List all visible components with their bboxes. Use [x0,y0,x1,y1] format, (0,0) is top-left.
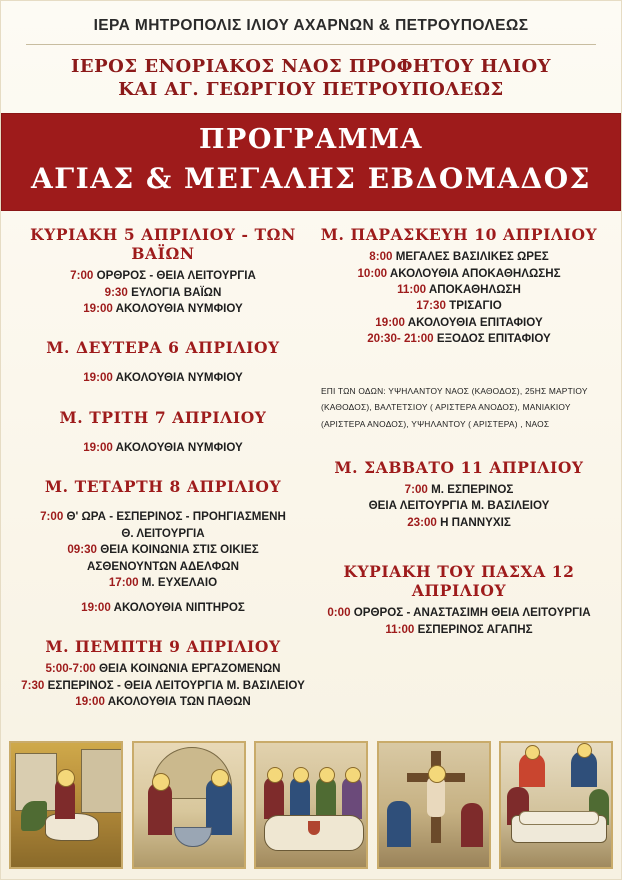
event-time: 8:00 [369,250,393,264]
spacer [21,501,305,509]
event-text: ΟΡΘΡΟΣ - ΘΕΙΑ ΛΕΙΤΟΥΡΓΙΑ [96,269,256,283]
day-title: Μ. ΠΑΡΑΣΚΕΥΗ 10 ΑΠΡΙΛΙΟΥ [320,225,598,245]
event-row [21,559,305,575]
streets-line-2: (ΚΑΘΟΔΟΣ), ΒΑΛΤΕΤΣΙΟΥ ( ΑΡΙΣΤΕΡΑ ΑΝΟΔΟΣ), ΜΑΝΙΑΚΙΟΥ [321,402,571,413]
event-text: ΑΚΟΛΟΥΘΙΑ ΤΩΝ ΠΑΘΩΝ [107,694,251,708]
event-row [317,315,601,331]
event-row [21,526,305,542]
event-time: 17:30 [416,299,446,313]
day-block [21,225,305,317]
day-title: Μ. ΠΕΜΠΤΗ 9 ΑΠΡΙΛΙΟΥ [45,637,281,657]
event-time: 7:00 [40,510,64,524]
day-title: Μ. ΔΕΥΤΕΡΑ 6 ΑΠΡΙΛΙΟΥ [46,338,280,358]
spacer [21,469,305,477]
event-row [317,605,601,621]
event-text: ΑΚΟΛΟΥΘΙΑ ΝΥΜΦΙΟΥ [115,440,243,454]
event-row [317,298,601,314]
event-time: 5:00-7:00 [45,662,96,676]
event-text: ΕΣΠΕΡΙΝΟΣ ΑΓΑΠΗΣ [417,622,533,636]
right-column [311,225,607,723]
event-text: Θ' ΩΡΑ - ΕΣΠΕΡΙΝΟΣ - ΠΡΟΗΓΙΑΣΜΕΝΗ [66,510,286,524]
event-row [317,331,601,347]
crucifixion-icon [377,741,491,869]
event-text: ΑΚΟΛΟΥΘΙΑ ΑΠΟΚΑΘΗΛΩΣΗΣ [389,266,561,280]
spacer [21,362,305,370]
event-text: ΕΞΟΔΟΣ ΕΠΙΤΑΦΙΟΥ [436,332,551,346]
event-row [21,440,305,456]
event-text: Μ. ΕΣΠΕΡΙΝΟΣ [431,482,514,496]
event-row [317,482,601,498]
event-text: ΑΚΟΛΟΥΘΙΑ ΝΥΜΦΙΟΥ [115,371,243,385]
event-row [317,249,601,265]
event-row [21,661,305,677]
parish-line-2: ΚΑΙ ΑΓ. ΓΕΩΡΓΙΟΥ ΠΕΤΡΟΥΠΟΛΕΩΣ [118,79,504,101]
event-row [317,622,601,638]
metropolis-title: ΙΕΡΑ ΜΗΤΡΟΠΟΛΙΣ ΙΛΙΟΥ ΑΧΑΡΝΩΝ & ΠΕΤΡΟΥΠΟΛΕΩΣ [93,17,529,34]
event-time: 11:00 [385,622,415,636]
banner-line-1: ΠΡΟΓΡΑΜΜΑ [199,124,423,156]
day-title: Μ. ΤΕΤΑΡΤΗ 8 ΑΠΡΙΛΙΟΥ [44,477,282,497]
event-text: ΑΣΘΕΝΟΥΝΤΩΝ ΑΔΕΛΦΩΝ [87,559,239,573]
day-title: Μ. ΤΡΙΤΗ 7 ΑΠΡΙΛΙΟΥ [59,407,267,427]
event-time: 19:00 [81,600,111,614]
parish-title [1,55,621,101]
event-time: 19:00 [375,315,405,329]
event-time: 17:00 [108,576,139,590]
event-text: Η ΠΑΝΝΥΧΙΣ [440,515,511,529]
day-block [317,225,601,348]
event-time: 23:00 [407,515,437,529]
event-text: ΑΚΟΛΟΥΘΙΑ ΕΠΙΤΑΦΙΟΥ [407,315,543,329]
event-time: 11:00 [397,282,427,296]
streets-line-3: (ΑΡΙΣΤΕΡΑ ΑΝΟΔΟΣ), ΥΨΗΛΑΝΤΟΥ ( ΑΡΙΣΤΕΡΑ) , ΝΑΟΣ [321,418,550,429]
spacer [317,361,601,379]
streets-line-1: ΕΠΙ ΤΩΝ ΟΔΩΝ: ΥΨΗΛΑΝΤΟΥ ΝΑΟΣ (ΚΑΘΟΔΟΣ), 25ΗΣ ΜΑΡΤΙΟΥ [321,385,588,396]
spacer [21,400,305,408]
day-block [21,637,305,710]
event-text: ΕΣΠΕΡΙΝΟΣ - ΘΕΙΑ ΛΕΙΤΟΥΡΓΙΑ Μ. ΒΑΣΙΛΕΙΟΥ [47,678,305,692]
event-time: 10:00 [357,266,388,280]
event-time: 7:00 [404,482,428,496]
event-time: 7:00 [70,269,94,283]
day-block [21,408,305,456]
event-text: ΑΚΟΛΟΥΘΙΑ ΝΥΜΦΙΟΥ [115,301,243,315]
spacer [21,432,305,440]
event-text: Μ. ΕΥΧΕΛΑΙΟ [141,576,218,590]
event-time: 09:30 [67,543,97,557]
spacer [21,592,305,600]
day-block [21,477,305,616]
day-block [317,562,601,638]
event-row [21,509,305,525]
event-row [317,498,601,514]
event-row [21,678,305,694]
program-banner [1,113,621,211]
event-text: ΕΥΛΟΓΙΑ ΒΑΪΩΝ [131,285,222,299]
event-text: ΘΕΙΑ ΚΟΙΝΩΝΙΑ ΕΡΓΑΖΟΜΕΝΩΝ [98,662,281,676]
schedule-columns [1,211,621,723]
washing-of-feet-icon [132,741,246,869]
parish-line-1: ΙΕΡΟΣ ΕΝΟΡΙΑΚΟΣ ΝΑΟΣ ΠΡΟΦΗΤΟΥ ΗΛΙΟΥ [70,56,552,77]
day-block [317,458,601,531]
event-row [21,301,305,317]
event-time: 20:30- 21:00 [367,332,434,346]
event-time: 19:00 [75,694,105,708]
day-title: ΚΥΡΙΑΚΗ 5 ΑΠΡΙΛΙΟΥ - ΤΩΝ ΒΑΪΩΝ [30,225,296,264]
event-text: ΑΠΟΚΑΘΗΛΩΣΗ [428,282,521,296]
event-row [317,515,601,531]
event-text: ΤΡΙΣΑΓΙΟ [449,299,502,313]
event-text: ΘΕΙΑ ΚΟΙΝΩΝΙΑ ΣΤΙΣ ΟΙΚΙΕΣ [100,543,259,557]
event-row [21,575,305,591]
event-row [317,282,601,298]
banner-line-2: ΑΓΙΑΣ & ΜΕΓΑΛΗΣ ΕΒΔΟΜΑΔΟΣ [31,162,591,196]
event-time: 9:30 [104,285,128,299]
lamentation-epitaphios-icon [499,741,613,869]
event-row [21,285,305,301]
event-row [317,266,601,282]
day-title: ΚΥΡΙΑΚΗ ΤΟΥ ΠΑΣΧΑ 12 ΑΠΡΙΛΙΟΥ [343,562,575,601]
event-row [21,694,305,710]
event-time: 19:00 [83,301,113,315]
event-row [21,268,305,284]
event-time: 7:30 [21,678,45,692]
event-row [21,600,305,616]
left-column [15,225,311,723]
event-text: ΑΚΟΛΟΥΘΙΑ ΝΙΠΤΗΡΟΣ [113,600,245,614]
event-time: 19:00 [83,371,113,385]
day-block [21,338,305,386]
event-row [21,370,305,386]
event-text: Θ. ΛΕΙΤΟΥΡΓΙΑ [121,526,205,540]
streets-note [321,383,597,432]
icons-strip [1,741,621,869]
day-title: Μ. ΣΑΒΒΑΤΟ 11 ΑΠΡΙΛΙΟΥ [334,457,584,477]
spacer [317,544,601,562]
spacer [317,432,601,458]
event-time: 19:00 [83,440,113,454]
spacer [21,629,305,637]
header [1,1,621,101]
event-text: ΜΕΓΑΛΕΣ ΒΑΣΙΛΙΚΕΣ ΩΡΕΣ [395,250,549,264]
event-time: 0:00 [327,606,351,620]
mystical-supper-icon [254,741,368,869]
entry-into-jerusalem-icon [9,741,123,869]
event-text: ΘΕΙΑ ΛΕΙΤΟΥΡΓΙΑ Μ. ΒΑΣΙΛΕΙΟΥ [368,499,550,513]
spacer [21,330,305,338]
event-row [21,542,305,558]
event-text: ΟΡΘΡΟΣ - ΑΝΑΣΤΑΣΙΜΗ ΘΕΙΑ ΛΕΙΤΟΥΡΓΙΑ [353,606,591,620]
header-divider [26,44,596,45]
